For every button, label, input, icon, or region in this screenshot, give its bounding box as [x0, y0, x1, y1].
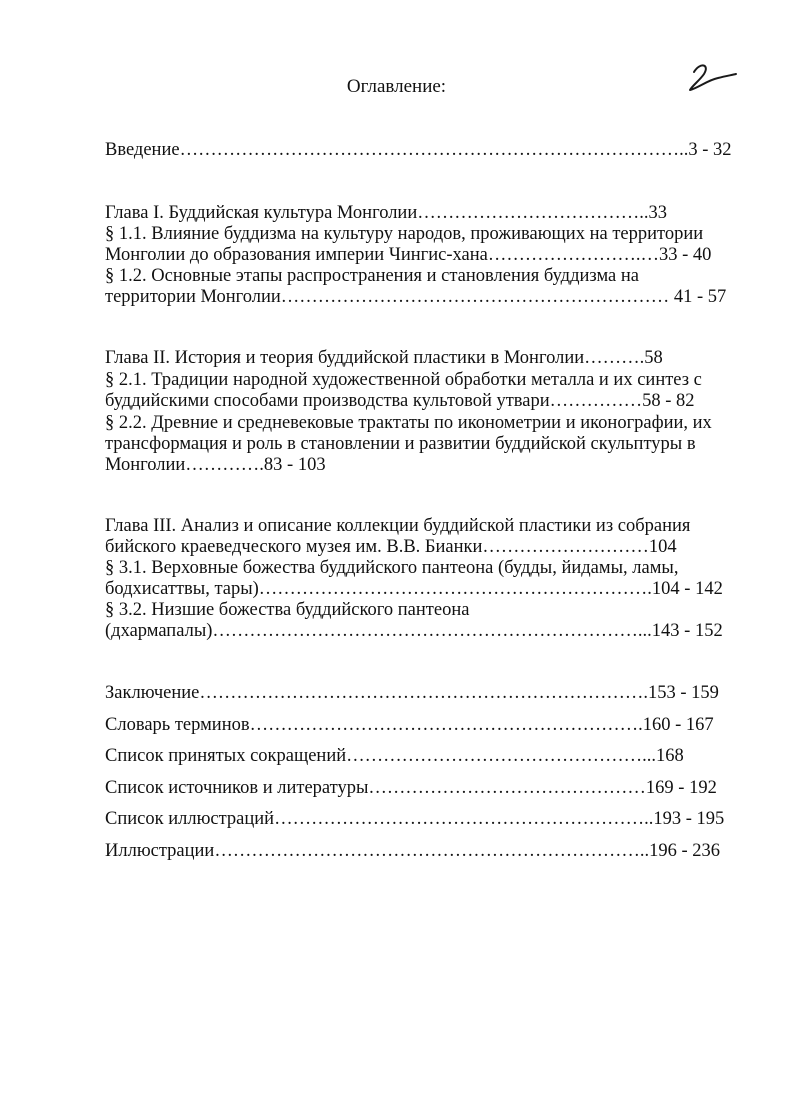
toc-section-3-1: § 3.1. Верховные божества буддийского пантеона (будды, йидамы, ламы, [105, 558, 679, 578]
toc-illustrations: Иллюстрации……………………………………………………………..196 - 236 [105, 841, 720, 861]
page-title: Оглавление: [346, 76, 447, 97]
toc-section-1-2-cont: территории Монголии……………………………………………………… 41 - 57 [105, 287, 727, 307]
toc-section-2-1-cont: буддийскими способами производства культовой утвари……………58 - 82 [105, 391, 695, 411]
toc-illustration-list: Список иллюстраций……………………………………………………..193 - 195 [105, 809, 725, 829]
toc-chapter-2: Глава II. История и теория буддийской пластики в Монголии……….58 [105, 348, 663, 368]
toc-glossary: Словарь терминов……………………………………………………….160 - 167 [105, 715, 714, 735]
toc-section-3-2-cont: (дхармапалы)……………………………………………………………...143 - 152 [105, 621, 723, 641]
toc-conclusion: Заключение……………………………………………………………….153 - 159 [105, 683, 719, 703]
toc-section-3-2: § 3.2. Низшие божества буддийского пантеона [105, 600, 470, 620]
toc-section-2-2-end: Монголии………….83 - 103 [105, 455, 326, 475]
toc-chapter-1: Глава I. Буддийская культура Монголии………………………………..33 [105, 203, 667, 223]
toc-references: Список источников и литературы………………………………………169 - 192 [105, 778, 717, 798]
toc-section-2-1: § 2.1. Традиции народной художественной обработки металла и их синтез с [105, 370, 702, 390]
toc-abbreviations: Список принятых сокращений…………………………………………...168 [105, 746, 684, 766]
toc-chapter-3-cont: бийского краеведческого музея им. В.В. Бианки………………………104 [105, 537, 677, 557]
toc-chapter-3: Глава III. Анализ и описание коллекции буддийской пластики из собрания [105, 516, 691, 536]
toc-introduction: Введение………………………………………………………………………..3 - 32 [105, 140, 732, 160]
toc-section-3-1-cont: бодхисаттвы, тары)……………………………………………………….104 - 142 [105, 579, 723, 599]
toc-section-1-2: § 1.2. Основные этапы распространения и становления буддизма на [105, 266, 639, 286]
toc-section-1-1: § 1.1. Влияние буддизма на культуру народов, проживающих на территории [105, 224, 704, 244]
toc-section-2-2-cont: трансформация и роль в становлении и развитии буддийской скульптуры в [105, 434, 696, 454]
toc-section-2-2: § 2.2. Древние и средневековые трактаты по иконометрии и иконографии, их [105, 413, 712, 433]
toc-section-1-1-cont: Монголии до образования империи Чингис-хана…………………….…33 - 40 [105, 245, 712, 265]
